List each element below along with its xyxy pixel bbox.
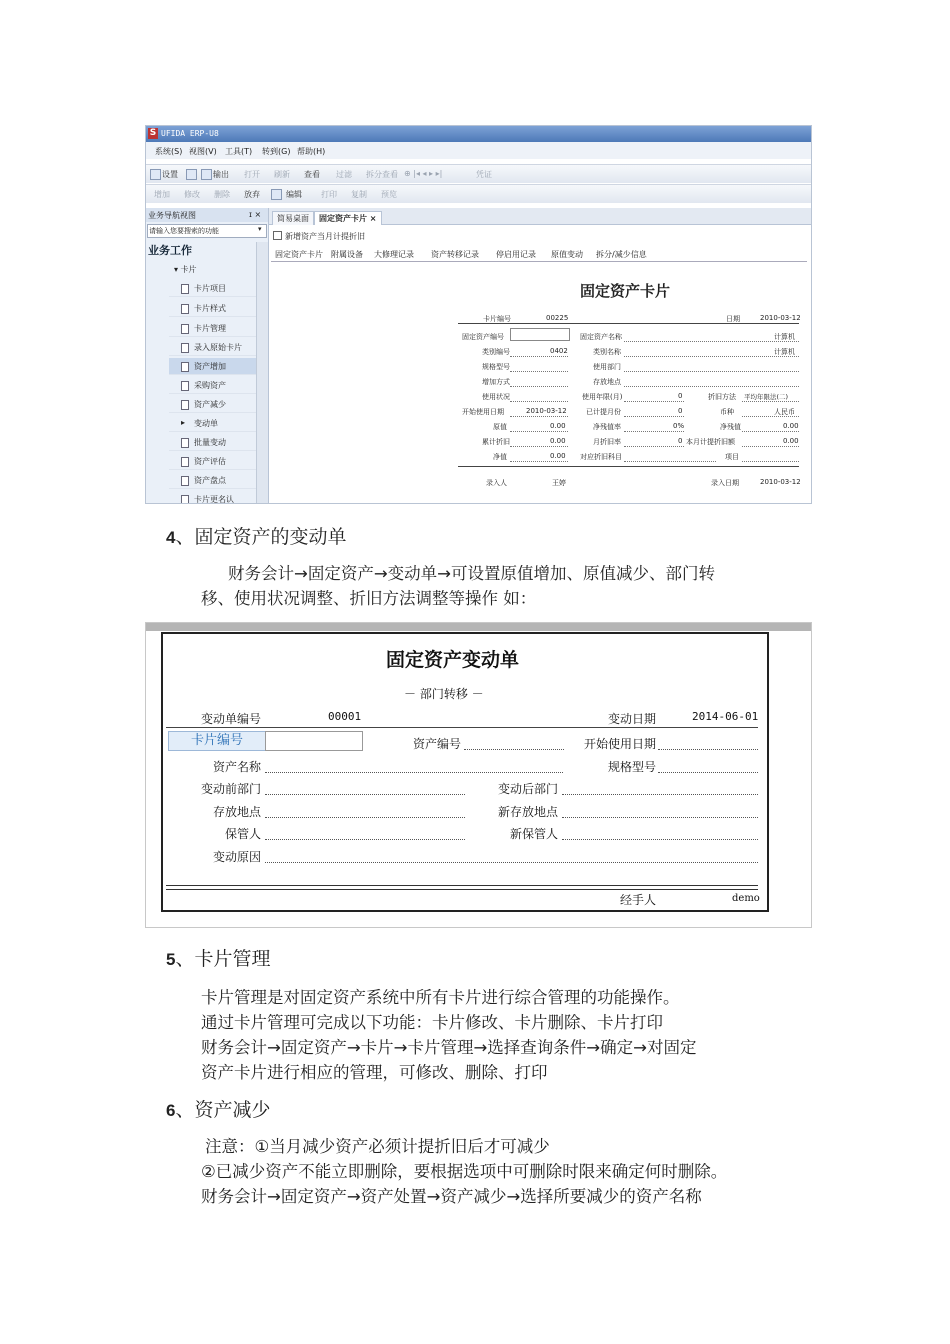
label: 新存放地点: [498, 805, 559, 819]
window-title: UFIDA ERP-U8: [161, 129, 219, 138]
label: 原值: [493, 423, 507, 431]
doc-icon: [181, 438, 189, 448]
value: 00001: [328, 710, 362, 723]
field-line: [464, 749, 564, 750]
nav-arrows[interactable]: ⊕ |◂ ◂ ▸ ▸|: [404, 169, 443, 178]
tool-delete[interactable]: 删除: [214, 190, 230, 199]
toolbar-secondary: [146, 184, 811, 203]
section-6-heading: 6、资产减少: [166, 1099, 271, 1121]
label: 月折旧率: [593, 438, 621, 446]
menu-view[interactable]: 视图(V): [189, 147, 217, 156]
value: 计算机: [774, 333, 795, 341]
value: 0.00: [783, 422, 799, 430]
nav-item[interactable]: 卡片样式: [169, 300, 257, 317]
nav-item[interactable]: 采购资产: [169, 377, 257, 394]
subtab[interactable]: 固定资产卡片: [275, 250, 323, 259]
section-5-line: 资产卡片进行相应的管理，可修改、删除、打印: [201, 1063, 548, 1082]
field-line: [562, 794, 758, 795]
toolbar-primary: [146, 164, 811, 183]
label: 保管人: [225, 827, 262, 841]
nav-item[interactable]: 卡片管理: [169, 320, 257, 337]
tool-settings[interactable]: 设置: [162, 170, 178, 179]
value: demo: [732, 893, 760, 904]
label: 项目: [725, 453, 739, 461]
field-line: [510, 371, 568, 372]
export-icon: [201, 169, 212, 180]
value: 2014-06-01: [692, 710, 759, 723]
value: 0402: [550, 347, 568, 355]
tool-print[interactable]: 打印: [321, 190, 337, 199]
nav-group-card[interactable]: ▾ 卡片: [174, 265, 197, 274]
value: 计算机: [774, 348, 795, 356]
nav-item[interactable]: 录入原始卡片: [169, 339, 257, 356]
menu-help[interactable]: 帮助(H): [297, 147, 326, 156]
field-line: [510, 356, 568, 357]
field-line: [624, 386, 799, 387]
menu-bar: [146, 142, 811, 159]
field-line: [265, 772, 563, 773]
tool-preview[interactable]: 预览: [381, 190, 397, 199]
doc-icon: [181, 381, 189, 391]
subtab[interactable]: 拆分/减少信息: [596, 250, 647, 259]
section-6-line: 注意：①当月减少资产必须计提折旧后才可减少: [205, 1137, 550, 1156]
card-title: 固定资产卡片: [580, 282, 671, 300]
erp-screenshot: [145, 125, 812, 504]
menu-goto[interactable]: 转到(G): [262, 147, 291, 156]
label: 对应折旧科目: [580, 453, 622, 461]
tab-asset-card[interactable]: 固定资产卡片 ×: [314, 211, 382, 226]
tool-export[interactable]: 输出: [213, 170, 229, 179]
menu-system[interactable]: 系统(S): [155, 147, 183, 156]
doc-icon: [181, 324, 189, 334]
doc-icon: [181, 362, 189, 372]
field-line: [624, 431, 684, 432]
value: 0.00: [550, 422, 566, 430]
divider: [166, 727, 758, 728]
nav-item[interactable]: 批量变动: [169, 434, 257, 451]
tool-view[interactable]: 查看: [304, 170, 320, 179]
tab-desktop[interactable]: 简易桌面: [272, 211, 314, 226]
label: 经手人: [620, 893, 657, 907]
label: 变动日期: [608, 712, 657, 726]
asset-no-input[interactable]: [510, 328, 570, 341]
field-line: [510, 446, 568, 447]
section-5-line: 通过卡片管理可完成以下功能：卡片修改、卡片删除、卡片打印: [201, 1013, 663, 1032]
field-line: [265, 839, 465, 840]
field-line: [562, 817, 758, 818]
label: 日期: [726, 315, 740, 323]
nav-scrollbar[interactable]: [256, 242, 268, 503]
subtab[interactable]: 大修理记录: [374, 250, 414, 259]
tool-copy[interactable]: 复制: [351, 190, 367, 199]
pin-close-icon[interactable]: ɪ ×: [249, 210, 262, 219]
doc-icon: [181, 284, 189, 294]
field-line: [624, 446, 684, 447]
settings-icon: [150, 169, 161, 180]
tool-add[interactable]: 增加: [154, 190, 170, 199]
label: 变动单编号: [201, 712, 262, 726]
form-title: 固定资产变动单: [386, 649, 520, 671]
field-line: [624, 461, 716, 462]
card-no-label: 卡片编号: [168, 731, 266, 751]
field-line: [624, 371, 799, 372]
value: 0: [678, 392, 683, 400]
section-4-para-line1: 财务会计→固定资产→变动单→可设置原值增加、原值减少、部门转: [228, 564, 715, 583]
tool-open[interactable]: 打开: [244, 170, 260, 179]
label: 固定资产编号: [462, 333, 504, 341]
label: 净值: [493, 453, 507, 461]
value: 人民币: [774, 408, 795, 416]
tool-split-view[interactable]: 拆分查看: [366, 170, 398, 179]
field-line: [510, 416, 568, 417]
doc-icon: [181, 495, 189, 504]
tool-refresh[interactable]: 刷新: [274, 170, 290, 179]
nav-item-selected[interactable]: 资产增加: [169, 358, 257, 375]
nav-item[interactable]: ▸ 变动单: [169, 415, 257, 432]
label: 币种: [720, 408, 734, 416]
save-icon: [271, 189, 282, 200]
label: 使用部门: [593, 363, 621, 371]
subtab[interactable]: 原值变动: [551, 250, 583, 259]
label: 类别名称: [593, 348, 621, 356]
tool-filter[interactable]: 过滤: [336, 170, 352, 179]
section-6-line: 财务会计→固定资产→资产处置→资产减少→选择所要减少的资产名称: [201, 1187, 702, 1206]
section-4-heading: 4、固定资产的变动单: [166, 526, 347, 548]
subtab[interactable]: 附属设备: [331, 250, 363, 259]
depr-checkbox[interactable]: [273, 231, 365, 242]
field-line: [510, 461, 568, 462]
field-line: [265, 794, 465, 795]
doc-icon: [181, 457, 189, 467]
label: 增加方式: [482, 378, 510, 386]
menu-tools[interactable]: 工具(T): [225, 147, 253, 156]
value: 平均年限法(二): [744, 393, 789, 401]
document-tabs: [269, 208, 811, 225]
label: 固定资产名称: [580, 333, 622, 341]
label: 资产编号: [413, 737, 462, 751]
section-4-para-line2: 移、使用状况调整、折旧方法调整等操作 如：: [201, 589, 537, 608]
field-line: [562, 839, 758, 840]
value: 0%: [673, 422, 685, 430]
divider: [166, 889, 758, 890]
field-line: [265, 862, 758, 863]
checkbox-label: 新增资产当月计提折旧: [285, 232, 365, 241]
label: 折旧方法: [708, 393, 736, 401]
label: 存放地点: [593, 378, 621, 386]
form-subtitle: － 部门转移 －: [404, 687, 484, 701]
value: 0.00: [550, 452, 566, 460]
doc-icon: [181, 343, 189, 353]
label: 规格型号: [482, 363, 510, 371]
value: 0: [678, 407, 683, 415]
field-line: [658, 772, 758, 773]
nav-item[interactable]: 资产减少: [169, 396, 257, 413]
section-6-line: ②已减少资产不能立即删除，要根据选项中可删除时限来确定何时删除。: [201, 1162, 728, 1181]
label: 开始使用日期: [584, 737, 657, 751]
nav-item[interactable]: 卡片更名认: [169, 491, 257, 504]
label: 使用年限(月): [582, 393, 623, 401]
section-5-heading: 5、卡片管理: [166, 948, 271, 970]
section-5-line: 卡片管理是对固定资产系统中所有卡片进行综合管理的功能操作。: [201, 988, 680, 1007]
checkbox-icon: [273, 231, 282, 240]
label: 资产名称: [213, 760, 262, 774]
field-line: [742, 461, 799, 462]
field-line: [742, 416, 799, 417]
tool-voucher[interactable]: 凭证: [476, 170, 492, 179]
field-line: [624, 341, 799, 342]
app-logo-icon: S: [149, 128, 157, 138]
field-line: [742, 401, 799, 402]
field-line: [510, 386, 568, 387]
label: 开始使用日期: [462, 408, 504, 416]
window-top-bar: [146, 623, 811, 631]
label: 净残值: [720, 423, 741, 431]
tool-edit[interactable]: 编辑: [286, 190, 302, 199]
subtab[interactable]: 停启用记录: [496, 250, 536, 259]
nav-header: [146, 208, 268, 222]
label: 存放地点: [213, 805, 262, 819]
card-no-input[interactable]: [265, 731, 363, 751]
nav-search-placeholder: 请输入您要搜索的功能: [149, 227, 219, 235]
label: 新保管人: [510, 827, 559, 841]
nav-header-title: 业务导航视图: [148, 211, 196, 220]
field-line: [658, 749, 758, 750]
change-form-screenshot: [145, 622, 812, 928]
label: 录入人: [486, 479, 507, 487]
label: 卡片编号: [483, 315, 511, 323]
doc-icon: [181, 400, 189, 410]
dropdown-arrow-icon[interactable]: ▾: [258, 225, 262, 233]
label: 规格型号: [608, 760, 657, 774]
nav-section-title: 业务工作: [148, 244, 192, 257]
field-line: [265, 817, 465, 818]
field-line: [624, 416, 684, 417]
value: 2010-03-12: [526, 407, 567, 415]
label: 净残值率: [593, 423, 621, 431]
divider: [458, 323, 799, 324]
label: 变动后部门: [498, 782, 559, 796]
card-subtabs: [271, 247, 807, 262]
label: 录入日期: [711, 479, 739, 487]
value: 2010-03-12: [760, 478, 801, 486]
label: 本月计提折旧额: [686, 438, 735, 446]
value: 0: [678, 437, 683, 445]
tool-discard[interactable]: 放弃: [244, 190, 260, 199]
value: 0.00: [550, 437, 566, 445]
field-line: [510, 431, 568, 432]
print-icon: [186, 169, 197, 180]
label: 已计提月份: [586, 408, 621, 416]
divider: [166, 885, 758, 886]
value: 0.00: [783, 437, 799, 445]
label: 变动前部门: [201, 782, 262, 796]
nav-item[interactable]: 资产评估: [169, 453, 257, 470]
label: 累计折旧: [482, 438, 510, 446]
value: 王婷: [552, 479, 566, 487]
field-line: [742, 446, 799, 447]
doc-icon: [181, 476, 189, 486]
tool-modify[interactable]: 修改: [184, 190, 200, 199]
field-line: [624, 356, 799, 357]
business-nav-panel: [146, 208, 269, 503]
nav-search-input[interactable]: [147, 224, 267, 238]
value: 00225: [546, 314, 569, 322]
expand-icon: ▸: [181, 418, 186, 427]
window-titlebar: [146, 126, 811, 142]
doc-icon: [181, 304, 189, 314]
divider: [458, 466, 799, 467]
field-line: [510, 401, 568, 402]
nav-item[interactable]: 资产盘点: [169, 472, 257, 489]
label: 变动原因: [213, 850, 262, 864]
field-line: [742, 431, 799, 432]
label: 使用状况: [482, 393, 510, 401]
field-line: [624, 401, 684, 402]
nav-item[interactable]: 卡片项目: [169, 280, 257, 297]
subtab[interactable]: 资产转移记录: [431, 250, 479, 259]
section-5-line: 财务会计→固定资产→卡片→卡片管理→选择查询条件→确定→对固定: [201, 1038, 697, 1057]
value: 2010-03-12: [760, 314, 801, 322]
label: 类别编号: [482, 348, 510, 356]
